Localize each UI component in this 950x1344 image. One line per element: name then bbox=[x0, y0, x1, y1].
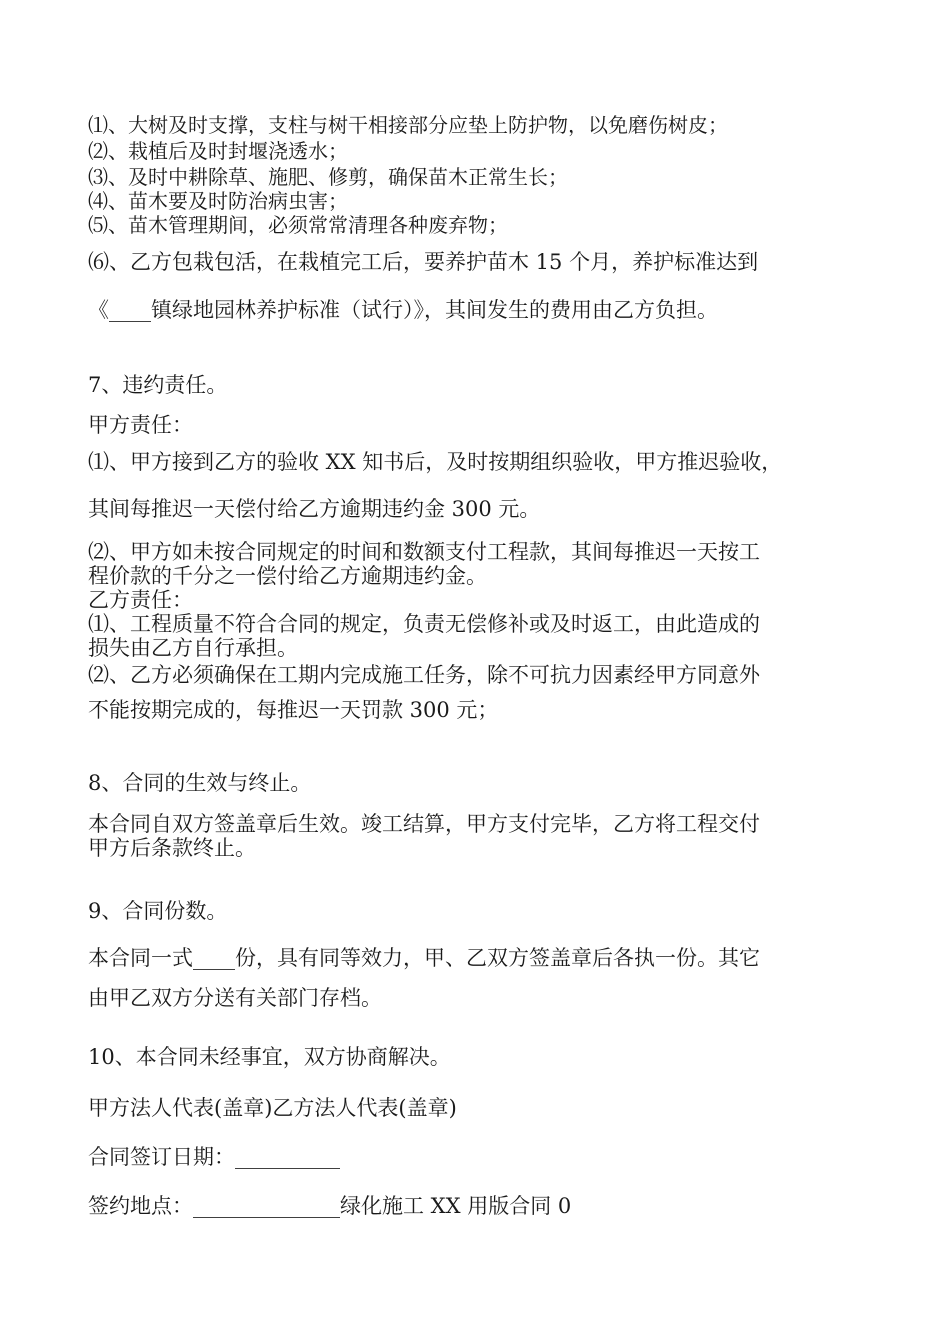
party-b-clause-2-cont: 不能按期完成的，每推迟一天罚款 300 元； bbox=[88, 698, 499, 722]
signature-line: 甲方法人代表(盖章)乙方法人代表(盖章) bbox=[88, 1096, 457, 1120]
section-8-line-2: 甲方后条款终止。 bbox=[88, 836, 256, 860]
party-a-clause-2-cont: 程价款的千分之一偿付给乙方逾期违约金。 bbox=[88, 564, 487, 588]
maintenance-item-6-cont: 《____镇绿地园林养护标准（试行）》，其间发生的费用由乙方负担。 bbox=[88, 298, 718, 322]
section-8-line-1: 本合同自双方签盖章后生效。竣工结算，甲方支付完毕，乙方将工程交付 bbox=[88, 812, 760, 836]
section-9-line-2: 由甲乙双方分送有关部门存档。 bbox=[88, 986, 382, 1010]
maintenance-item-1: ⑴、大树及时支撑，支柱与树干相接部分应垫上防护物，以免磨伤树皮； bbox=[88, 113, 728, 137]
maintenance-item-2: ⑵、栽植后及时封堰浇透水； bbox=[88, 139, 348, 163]
maintenance-item-4: ⑷、苗木要及时防治病虫害； bbox=[88, 189, 348, 213]
section-10: 10、本合同未经事宜，双方协商解决。 bbox=[88, 1045, 451, 1069]
sign-date: 合同签订日期：__________ bbox=[88, 1145, 340, 1169]
party-b-title: 乙方责任： bbox=[88, 588, 193, 612]
maintenance-item-5: ⑸、苗木管理期间，必须常常清理各种废弃物； bbox=[88, 213, 508, 237]
section-8-heading: 8、合同的生效与终止。 bbox=[88, 771, 312, 795]
party-a-clause-1: ⑴、甲方接到乙方的验收 XX 知书后，及时按期组织验收，甲方推迟验收， bbox=[88, 450, 783, 474]
sign-place: 签约地点：______________绿化施工 XX 用版合同 0 bbox=[88, 1194, 572, 1218]
party-a-clause-1-cont: 其间每推迟一天偿付给乙方逾期违约金 300 元。 bbox=[88, 497, 541, 521]
section-9-heading: 9、合同份数。 bbox=[88, 899, 228, 923]
party-a-title: 甲方责任： bbox=[88, 413, 193, 437]
party-a-clause-2: ⑵、甲方如未按合同规定的时间和数额支付工程款，其间每推迟一天按工 bbox=[88, 540, 760, 564]
section-9-line-1: 本合同一式____份，具有同等效力，甲、乙双方签盖章后各执一份。其它 bbox=[88, 946, 760, 970]
party-b-clause-1-cont: 损失由乙方自行承担。 bbox=[88, 636, 298, 660]
maintenance-item-6: ⑹、乙方包栽包活，在栽植完工后，要养护苗木 15 个月，养护标准达到 bbox=[88, 250, 759, 274]
section-7-heading: 7、违约责任。 bbox=[88, 373, 228, 397]
party-b-clause-1: ⑴、工程质量不符合合同的规定，负责无偿修补或及时返工，由此造成的 bbox=[88, 612, 760, 636]
party-b-clause-2: ⑵、乙方必须确保在工期内完成施工任务，除不可抗力因素经甲方同意外 bbox=[88, 663, 760, 687]
maintenance-item-3: ⑶、及时中耕除草、施肥、修剪，确保苗木正常生长； bbox=[88, 165, 568, 189]
